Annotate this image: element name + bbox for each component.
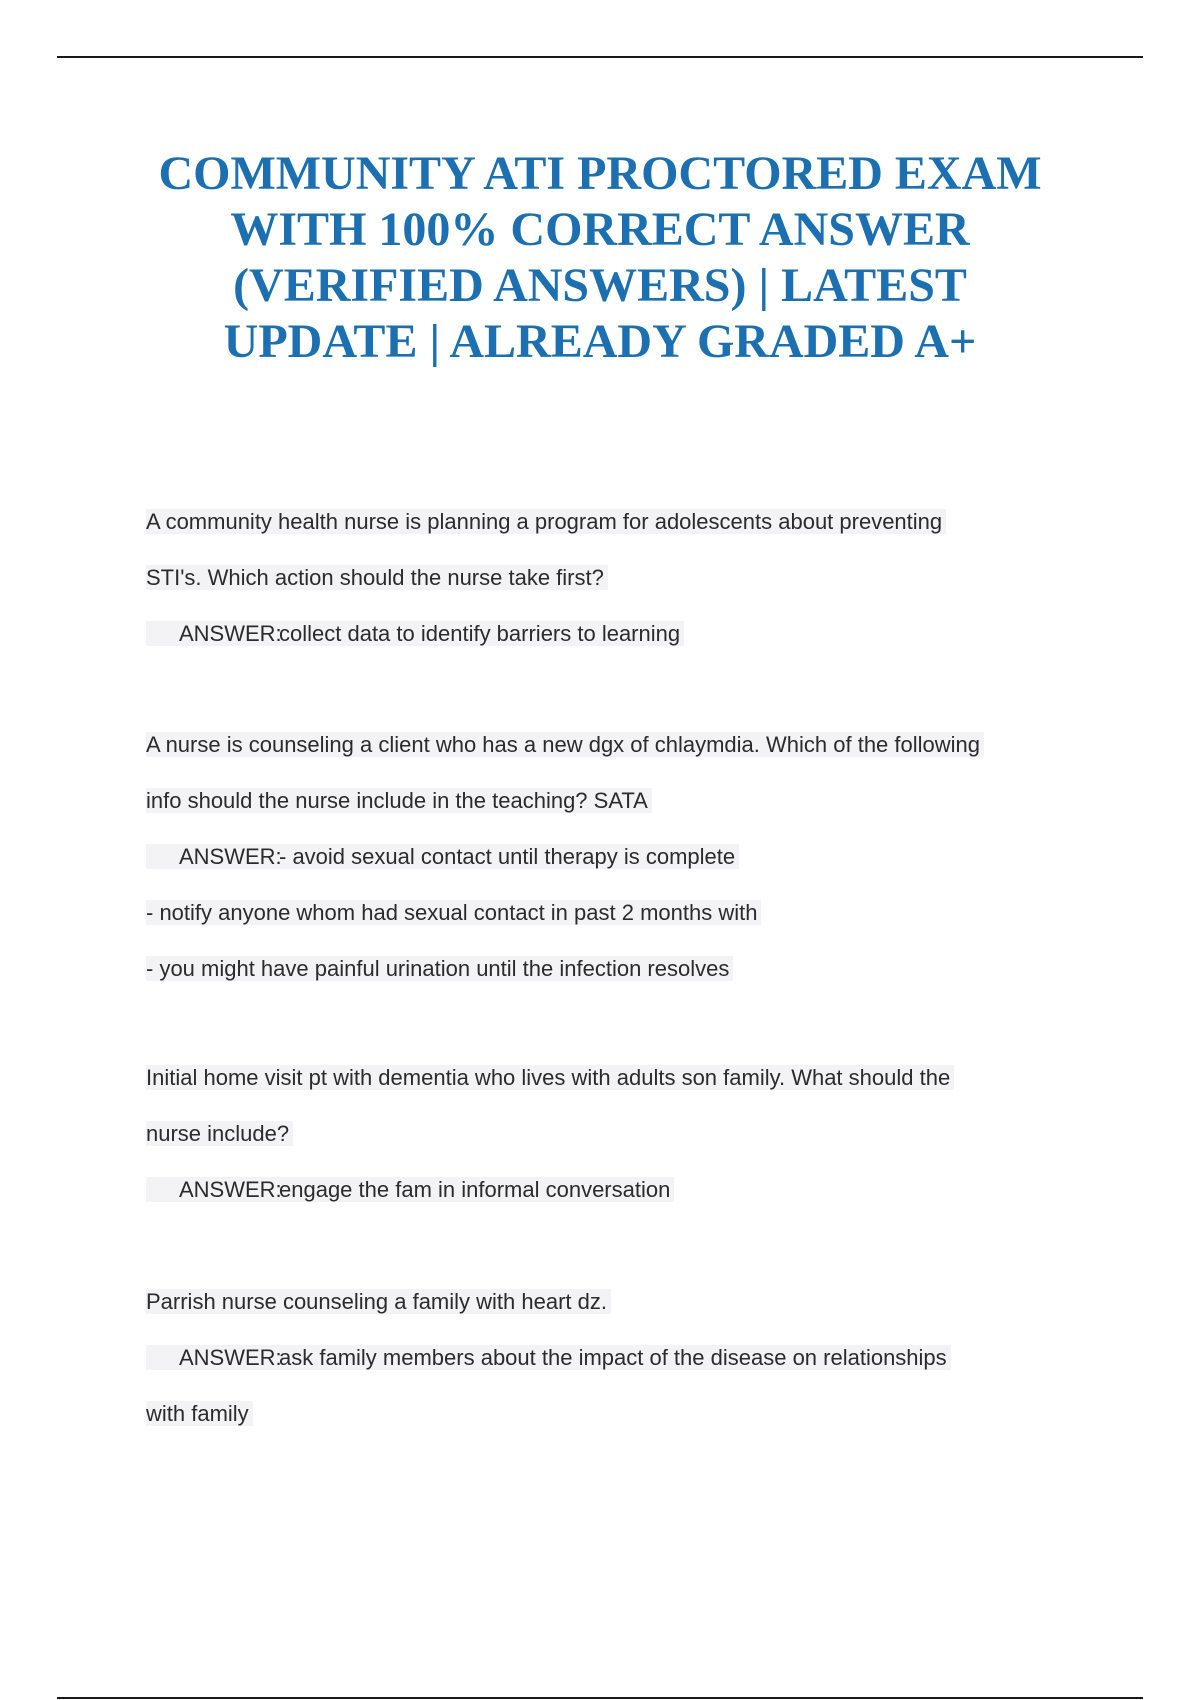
question-line: info should the nurse include in the teaching? SATA <box>146 773 1096 829</box>
answer-text: - avoid sexual contact until therapy is complete <box>279 844 736 869</box>
qa-item-1 <box>146 494 1096 662</box>
answer-text: - you might have painful urination until the infection resolves <box>146 956 733 981</box>
answer-label: ANSWER: <box>179 1345 282 1370</box>
question-line: STI's. Which action should the nurse take first? <box>146 550 1096 606</box>
footer-rule <box>57 1697 1143 1699</box>
title-line: WITH 100% CORRECT ANSWER <box>230 203 970 256</box>
answer-line <box>146 885 1096 941</box>
qa-item-3 <box>146 1050 1096 1218</box>
question-line: Parrish nurse counseling a family with heart dz. <box>146 1274 1096 1330</box>
title-line: UPDATE | ALREADY GRADED A+ <box>223 315 977 368</box>
answer-text: with family <box>146 1401 253 1426</box>
question-line: A community health nurse is planning a program for adolescents about preventing <box>146 494 1096 550</box>
question-line: A nurse is counseling a client who has a new dgx of chlaymdia. Which of the following <box>146 717 1096 773</box>
document-title <box>100 146 1100 370</box>
answer-label: ANSWER: <box>179 1177 282 1202</box>
answer-line <box>146 606 1096 662</box>
answer-text: - notify anyone whom had sexual contact in past 2 months with <box>146 900 761 925</box>
answer-line <box>146 1386 1096 1442</box>
answer-text: ask family members about the impact of the disease on relationships <box>279 1345 947 1370</box>
qa-item-2 <box>146 717 1096 997</box>
question-line: nurse include? <box>146 1106 1096 1162</box>
title-line: (VERIFIED ANSWERS) | LATEST <box>233 259 967 312</box>
answer-text: collect data to identify barriers to learning <box>279 621 681 646</box>
answer-label: ANSWER: <box>179 844 282 869</box>
qa-item-4 <box>146 1274 1096 1442</box>
header-rule <box>57 56 1143 58</box>
answer-text: engage the fam in informal conversation <box>279 1177 671 1202</box>
answer-line <box>146 1330 1096 1386</box>
answer-line <box>146 1162 1096 1218</box>
title-line: COMMUNITY ATI PROCTORED EXAM <box>158 147 1042 200</box>
question-line: Initial home visit pt with dementia who lives with adults son family. What should the <box>146 1050 1096 1106</box>
answer-line <box>146 829 1096 885</box>
answer-label: ANSWER: <box>179 621 282 646</box>
answer-line <box>146 941 1096 997</box>
